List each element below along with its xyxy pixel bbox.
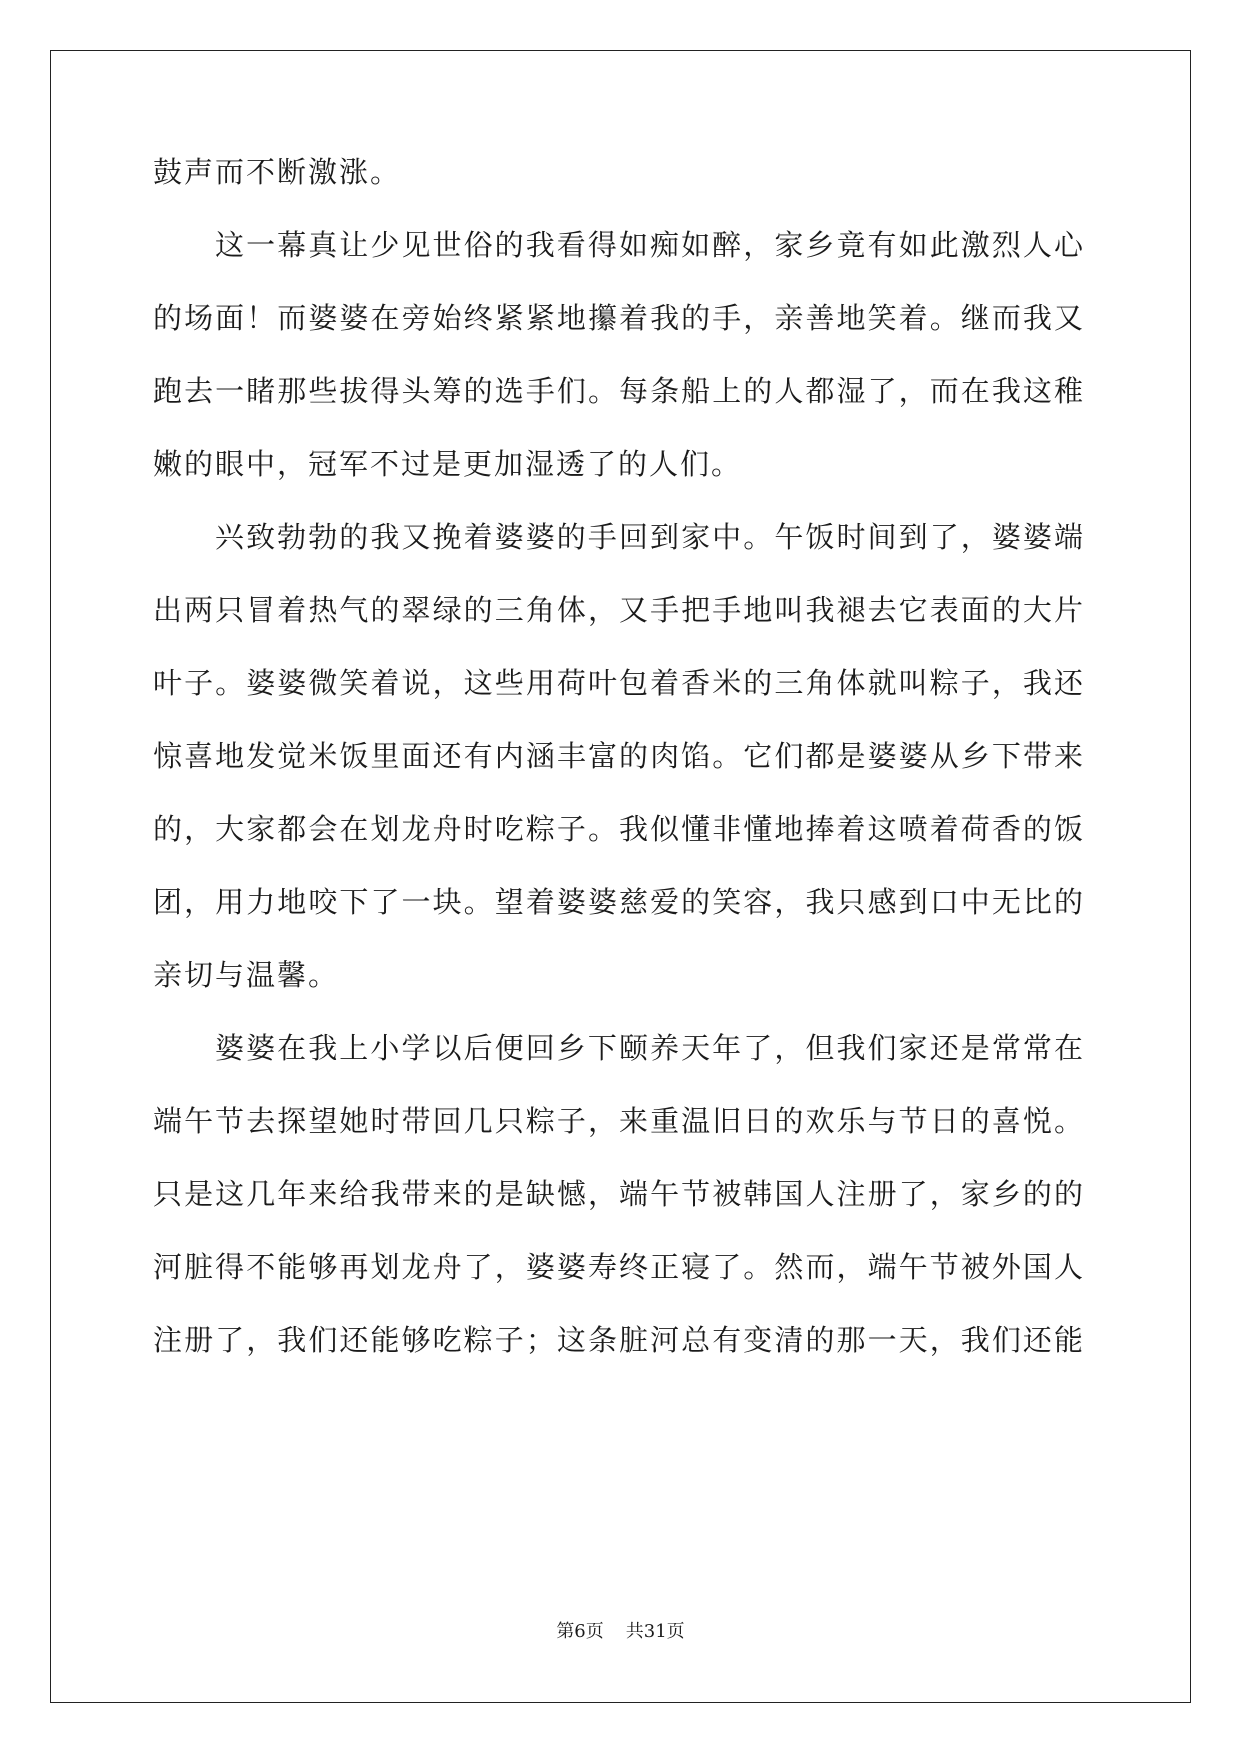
text-line-9: 惊喜地发觉米饭里面还有内涵丰富的肉馅。它们都是婆婆从乡下带来 [153, 739, 1083, 773]
text-line-10: 的，大家都会在划龙舟时吃粽子。我似懂非懂地捧着这喷着荷香的饭 [153, 812, 1083, 846]
text-line-4: 跑去一睹那些拔得头筹的选手们。每条船上的人都湿了，而在我这稚 [153, 374, 1083, 408]
text-line-14: 端午节去探望她时带回几只粽子，来重温旧日的欢乐与节日的喜悦。 [153, 1104, 1083, 1138]
page-number: 第6页 [556, 1621, 604, 1642]
text-line-2: 这一幕真让少见世俗的我看得如痴如醉，家乡竟有如此激烈人心 [215, 228, 1083, 262]
text-line-12: 亲切与温馨。 [153, 958, 340, 992]
page-total: 共31页 [625, 1621, 685, 1642]
text-line-3: 的场面！而婆婆在旁始终紧紧地攥着我的手，亲善地笑着。继而我又 [153, 301, 1083, 335]
text-line-13: 婆婆在我上小学以后便回乡下颐养天年了，但我们家还是常常在 [215, 1031, 1083, 1065]
text-line-17: 注册了，我们还能够吃粽子；这条脏河总有变清的那一天，我们还能 [153, 1323, 1083, 1357]
text-line-15: 只是这几年来给我带来的是缺憾，端午节被韩国人注册了，家乡的的 [153, 1177, 1083, 1211]
text-line-11: 团，用力地咬下了一块。望着婆婆慈爱的笑容，我只感到口中无比的 [153, 885, 1083, 919]
text-line-8: 叶子。婆婆微笑着说，这些用荷叶包着香米的三角体就叫粽子，我还 [153, 666, 1083, 700]
text-line-1: 鼓声而不断激涨。 [153, 155, 402, 189]
text-line-7: 出两只冒着热气的翠绿的三角体，又手把手地叫我褪去它表面的大片 [153, 593, 1083, 627]
text-line-6: 兴致勃勃的我又挽着婆婆的手回到家中。午饭时间到了，婆婆端 [215, 520, 1083, 554]
text-line-16: 河脏得不能够再划龙舟了，婆婆寿终正寝了。然而，端午节被外国人 [153, 1250, 1083, 1284]
page-footer [0, 1620, 1241, 1644]
text-line-5: 嫩的眼中，冠军不过是更加湿透了的人们。 [153, 447, 743, 481]
